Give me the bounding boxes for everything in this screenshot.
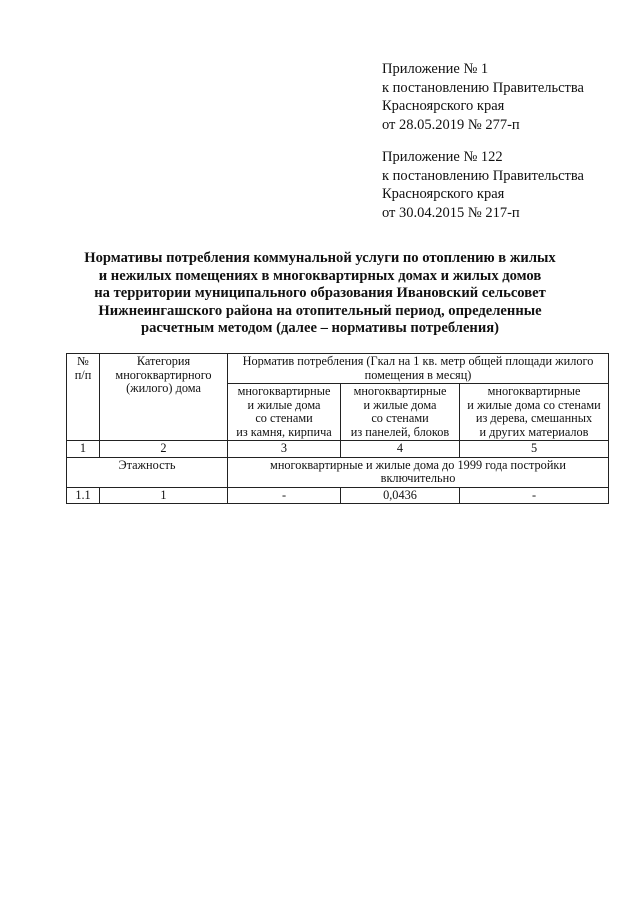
title-line: на территории муниципального образования Ивановский сельсовет	[94, 285, 546, 302]
header-col3-line: со стенами	[255, 411, 313, 425]
title-line: расчетным методом (далее – нормативы потребления)	[140, 320, 500, 337]
appendix-2-date: от 30.04.2015 № 217-п	[382, 204, 520, 221]
section-text-line: включительно	[380, 471, 456, 485]
row-col5-value: -	[460, 487, 609, 504]
appendix-2-block	[382, 148, 584, 222]
document-title	[40, 250, 600, 338]
row-col3-value: -	[228, 487, 341, 504]
header-row-top	[67, 354, 609, 384]
row-floors: 1	[100, 487, 228, 504]
header-col3-line: многоквартирные	[237, 384, 331, 398]
title-line: и нежилых помещениях в многоквартирных домах и жилых домов	[98, 267, 542, 284]
table-row	[67, 487, 609, 504]
header-num-line: п/п	[74, 367, 92, 382]
header-col5-line: и других материалов	[479, 424, 589, 439]
appendix-1-region: Красноярского края	[382, 98, 505, 114]
header-norm-line: помещения в месяц)	[364, 367, 472, 382]
appendix-2-region: Красноярского края	[382, 186, 505, 202]
header-col3	[228, 384, 341, 441]
norms-table	[66, 353, 609, 504]
appendix-2-title: Приложение № 122	[382, 149, 503, 165]
appendix-1-title: Приложение № 1	[382, 61, 489, 77]
row-num: 1.1	[67, 487, 100, 504]
column-number: 5	[460, 441, 609, 458]
section-text-line: многоквартирные и жилые дома до 1999 года постройки	[270, 457, 566, 472]
header-col4-line: из панелей, блоков	[350, 424, 450, 439]
title-line: Нижнеингашского района на отопительный период, определенные	[98, 302, 542, 319]
column-number: 4	[341, 441, 460, 458]
header-col5-line: многоквартирные	[487, 384, 581, 398]
section-text	[228, 457, 609, 487]
header-col3-line: из камня, кирпича	[236, 424, 332, 439]
header-col5-line: и жилые дома со стенами	[467, 397, 601, 412]
appendix-1-reference: к постановлению Правительства	[382, 79, 584, 96]
appendix-1-date: от 28.05.2019 № 277-п	[382, 116, 520, 133]
appendix-1-block	[382, 60, 584, 134]
section-label: Этажность	[67, 457, 228, 487]
header-num	[67, 354, 100, 441]
header-category	[100, 354, 228, 441]
header-category-line: (жилого) дома	[126, 381, 201, 395]
header-col5-line: из дерева, смешанных	[475, 411, 593, 425]
title-line: Нормативы потребления коммунальной услуги по отоплению в жилых	[84, 250, 556, 266]
row-col4-value: 0,0436	[341, 487, 460, 504]
header-norm-line: Норматив потребления (Гкал на 1 кв. метр общей площади жилого	[242, 354, 594, 368]
column-number: 2	[100, 441, 228, 458]
header-col4	[341, 384, 460, 441]
appendix-2-reference: к постановлению Правительства	[382, 167, 584, 184]
header-category-line: Категория	[136, 354, 191, 368]
header-category-line: многоквартирного	[115, 367, 212, 382]
column-number: 1	[67, 441, 100, 458]
header-col3-line: и жилые дома	[247, 397, 321, 412]
column-number: 3	[228, 441, 341, 458]
header-num-line: №	[77, 354, 89, 368]
header-norm	[228, 354, 609, 384]
column-number-row	[67, 441, 609, 458]
header-col4-line: многоквартирные	[353, 384, 447, 398]
header-col4-line: и жилые дома	[363, 397, 437, 412]
header-col4-line: со стенами	[371, 411, 429, 425]
header-col5	[460, 384, 609, 441]
section-row	[67, 457, 609, 487]
